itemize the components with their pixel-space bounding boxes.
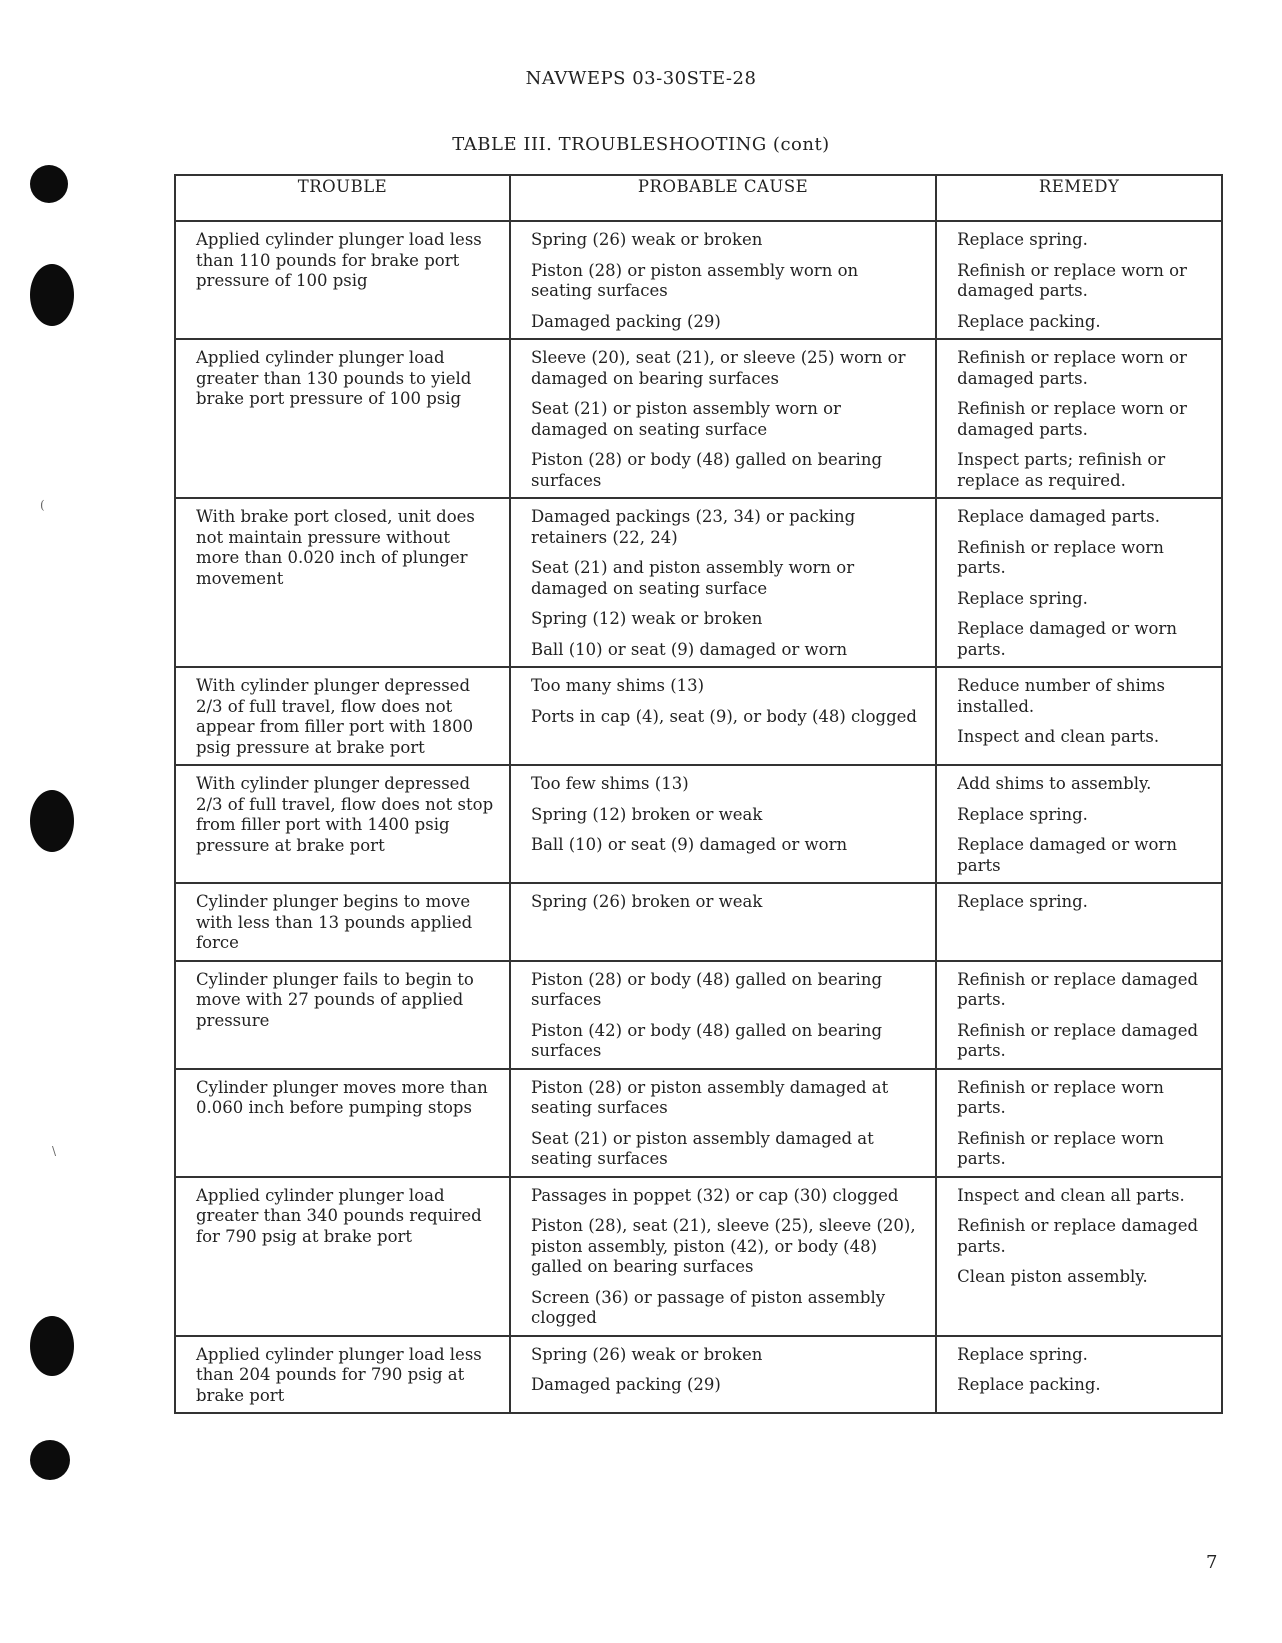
- scan-mark: \: [52, 1144, 57, 1158]
- probable-cause-item: Piston (28) or piston assembly worn on seating surfaces: [530, 260, 859, 300]
- trouble-cell: Applied cylinder plunger load greater than 130 pounds to yield brake port pressure of 100 psig: [175, 339, 510, 498]
- remedy-cell: [936, 1069, 1222, 1177]
- remedy-cell: [936, 961, 1222, 1069]
- column-header-probable-cause: PROBABLE CAUSE: [510, 175, 936, 221]
- remedy-cell: [936, 883, 1222, 961]
- probable-cause-item: Ports in cap (4), seat (9), or body (48) clogged: [530, 706, 917, 726]
- probable-cause-cell: [510, 765, 936, 883]
- probable-cause-item: Sleeve (20), seat (21), or sleeve (25) worn or damaged on bearing surfaces: [530, 348, 906, 388]
- binder-hole: [30, 1316, 74, 1376]
- trouble-cell: Applied cylinder plunger load less than 110 pounds for brake port pressure of 100 psig: [175, 221, 510, 339]
- remedy-item: Refinish or replace damaged parts.: [957, 1020, 1199, 1060]
- probable-cause-item: Spring (12) weak or broken: [530, 609, 763, 628]
- remedy-item: Replace damaged parts.: [957, 507, 1160, 526]
- probable-cause-item: Piston (28) or piston assembly damaged at seating surfaces: [530, 1077, 889, 1117]
- probable-cause-item: Seat (21) or piston assembly worn or damaged on seating surface: [530, 399, 841, 439]
- probable-cause-item: Too few shims (13): [530, 774, 689, 793]
- probable-cause-item: Screen (36) or passage of piston assembly clogged: [530, 1287, 886, 1327]
- probable-cause-cell: [510, 498, 936, 667]
- remedy-cell: [936, 221, 1222, 339]
- trouble-cell: Cylinder plunger begins to move with less than 13 pounds applied force: [175, 883, 510, 961]
- probable-cause-item: Piston (28) or body (48) galled on bearing surfaces: [530, 450, 883, 490]
- table-row: [175, 221, 1222, 339]
- probable-cause-item: Damaged packing (29): [530, 1375, 721, 1394]
- table-row: [175, 765, 1222, 883]
- binder-hole: [30, 1440, 70, 1480]
- remedy-item: Inspect parts; refinish or replace as required.: [957, 450, 1166, 490]
- trouble-cell: With brake port closed, unit does not maintain pressure without more than 0.020 inch of plunger movement: [175, 498, 510, 667]
- table-body: [175, 221, 1222, 1413]
- remedy-item: Refinish or replace worn or damaged parts.: [957, 260, 1187, 300]
- probable-cause-item: Damaged packings (23, 34) or packing retainers (22, 24): [530, 507, 856, 547]
- probable-cause-item: Seat (21) or piston assembly damaged at seating surfaces: [530, 1128, 874, 1168]
- probable-cause-item: Ball (10) or seat (9) damaged or worn: [530, 835, 848, 854]
- remedy-item: Replace packing.: [957, 1375, 1101, 1394]
- probable-cause-item: Spring (26) broken or weak: [530, 892, 763, 911]
- remedy-cell: [936, 498, 1222, 667]
- table-header-row: [175, 175, 1222, 221]
- remedy-item: Replace spring.: [957, 804, 1088, 824]
- probable-cause-item: Piston (28), seat (21), sleeve (25), sleeve (20), piston assembly, piston (42), or body (48) galled on bearing surfaces: [530, 1216, 916, 1276]
- remedy-item: Replace spring.: [957, 1344, 1088, 1364]
- remedy-item: Refinish or replace worn or damaged parts.: [957, 399, 1187, 439]
- table-row: [175, 1177, 1222, 1336]
- probable-cause-cell: [510, 667, 936, 765]
- probable-cause-cell: [510, 1069, 936, 1177]
- remedy-cell: [936, 1336, 1222, 1414]
- remedy-item: Refinish or replace worn parts.: [957, 1128, 1164, 1168]
- table-row: [175, 498, 1222, 667]
- binder-hole: [30, 790, 74, 852]
- remedy-item: Replace spring.: [957, 230, 1088, 249]
- trouble-cell: Applied cylinder plunger load greater than 340 pounds required for 790 psig at brake port: [175, 1177, 510, 1336]
- remedy-item: Refinish or replace damaged parts.: [957, 969, 1199, 1009]
- table-row: [175, 339, 1222, 498]
- binder-hole: [30, 165, 68, 203]
- table-row: [175, 667, 1222, 765]
- remedy-item: Refinish or replace worn or damaged parts.: [957, 348, 1187, 388]
- remedy-item: Inspect and clean parts.: [957, 727, 1160, 746]
- remedy-item: Replace damaged or worn parts: [957, 835, 1177, 875]
- probable-cause-item: Piston (42) or body (48) galled on bearing surfaces: [530, 1020, 883, 1060]
- page-number: 7: [1206, 1552, 1218, 1573]
- remedy-item: Replace damaged or worn parts.: [957, 619, 1177, 659]
- trouble-cell: With cylinder plunger depressed 2/3 of full travel, flow does not appear from filler port with 1800 psig pressure at brake port: [175, 667, 510, 765]
- remedy-item: Clean piston assembly.: [957, 1267, 1148, 1286]
- probable-cause-item: Damaged packing (29): [530, 311, 721, 331]
- remedy-item: Reduce number of shims installed.: [957, 676, 1165, 716]
- probable-cause-cell: [510, 339, 936, 498]
- remedy-item: Refinish or replace worn parts.: [957, 1077, 1164, 1117]
- probable-cause-item: Spring (26) weak or broken: [530, 1344, 763, 1364]
- column-header-remedy: REMEDY: [936, 175, 1222, 221]
- table-row: [175, 1336, 1222, 1414]
- troubleshooting-table: [174, 174, 1223, 1414]
- trouble-cell: Cylinder plunger fails to begin to move with 27 pounds of applied pressure: [175, 961, 510, 1069]
- probable-cause-item: Ball (10) or seat (9) damaged or worn: [530, 639, 848, 659]
- remedy-item: Replace spring.: [957, 892, 1088, 911]
- probable-cause-item: Spring (26) weak or broken: [530, 230, 763, 249]
- probable-cause-item: Piston (28) or body (48) galled on bearing surfaces: [530, 969, 883, 1009]
- remedy-cell: [936, 765, 1222, 883]
- probable-cause-cell: [510, 221, 936, 339]
- remedy-item: Add shims to assembly.: [957, 774, 1152, 793]
- remedy-item: Replace packing.: [957, 311, 1101, 331]
- table-title: TABLE III. TROUBLESHOOTING (cont): [452, 134, 830, 155]
- table-row: [175, 1069, 1222, 1177]
- document-id: NAVWEPS 03-30STE-28: [525, 68, 757, 89]
- probable-cause-item: Passages in poppet (32) or cap (30) clogged: [530, 1185, 899, 1205]
- table-row: [175, 883, 1222, 961]
- remedy-cell: [936, 1177, 1222, 1336]
- column-header-trouble: TROUBLE: [175, 175, 510, 221]
- probable-cause-cell: [510, 961, 936, 1069]
- trouble-cell: Cylinder plunger moves more than 0.060 inch before pumping stops: [175, 1069, 510, 1177]
- probable-cause-item: Seat (21) and piston assembly worn or damaged on seating surface: [530, 558, 855, 598]
- remedy-item: Inspect and clean all parts.: [957, 1185, 1185, 1205]
- probable-cause-cell: [510, 883, 936, 961]
- probable-cause-cell: [510, 1336, 936, 1414]
- probable-cause-item: Too many shims (13): [530, 676, 705, 695]
- remedy-cell: [936, 339, 1222, 498]
- binder-hole: [30, 264, 74, 326]
- trouble-cell: With cylinder plunger depressed 2/3 of full travel, flow does not stop from filler port with 1400 psig pressure at brake port: [175, 765, 510, 883]
- scan-mark: (: [40, 498, 45, 512]
- trouble-cell: Applied cylinder plunger load less than 204 pounds for 790 psig at brake port: [175, 1336, 510, 1414]
- remedy-item: Refinish or replace damaged parts.: [957, 1216, 1199, 1256]
- probable-cause-item: Spring (12) broken or weak: [530, 804, 763, 824]
- probable-cause-cell: [510, 1177, 936, 1336]
- table-row: [175, 961, 1222, 1069]
- remedy-item: Replace spring.: [957, 588, 1088, 608]
- remedy-item: Refinish or replace worn parts.: [957, 537, 1164, 577]
- remedy-cell: [936, 667, 1222, 765]
